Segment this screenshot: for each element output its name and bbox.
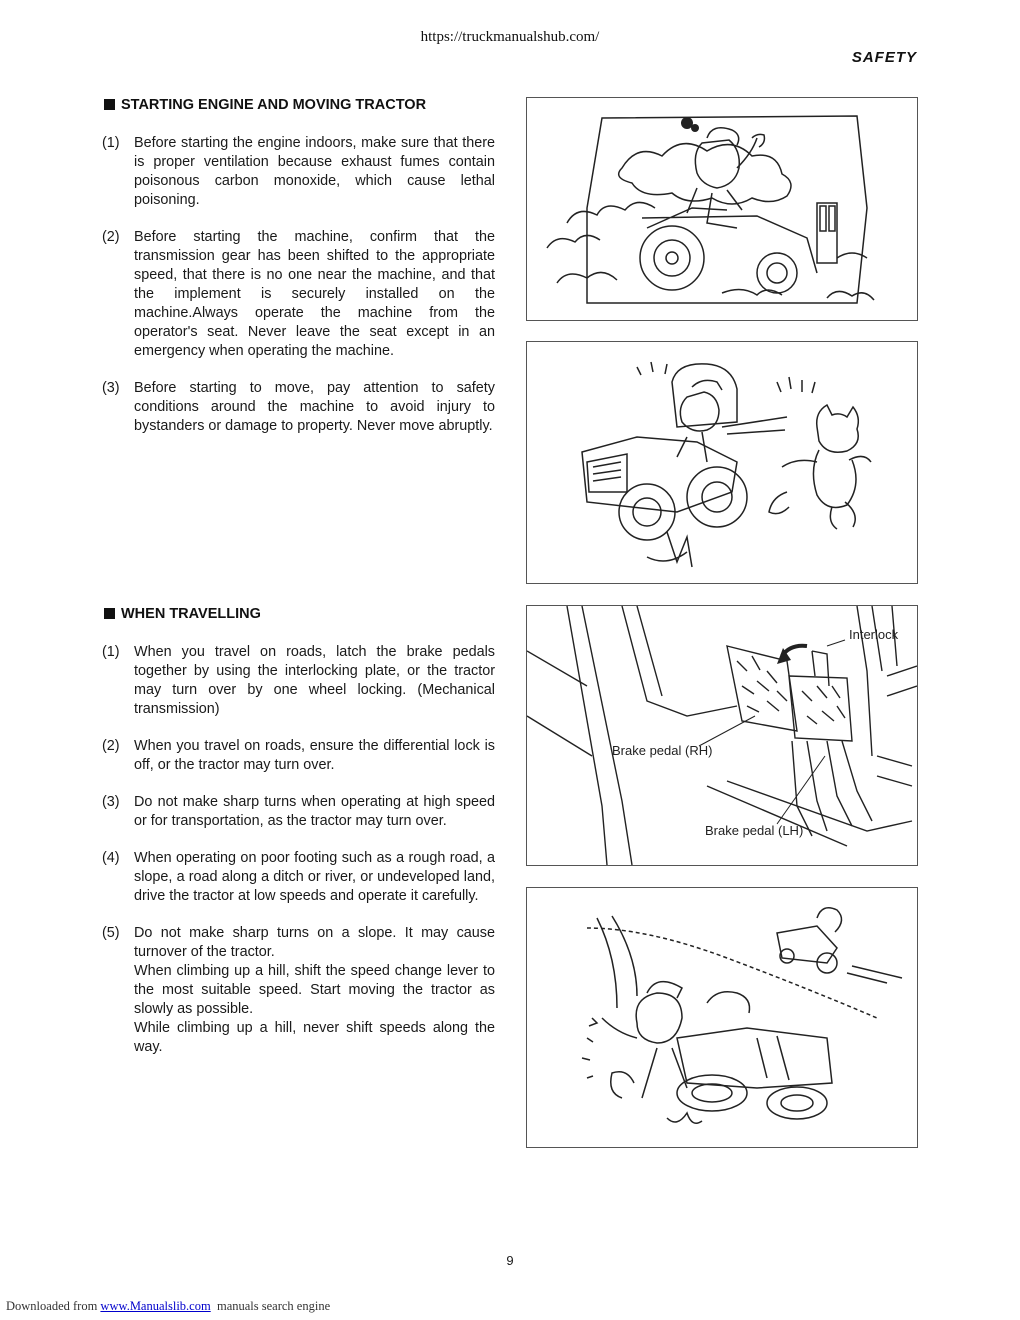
section-tag: SAFETY [851,49,917,66]
list-item: (1) When you travel on roads, latch the brake pedals together by using the interlocking plate, or the tractor may turn over by one wheel locking. (Mechanical transmission) [102,644,495,717]
brake-pedal-lh-label: Brake pedal (LH) [705,823,804,838]
list-item: (3) Do not make sharp turns when operating at high speed or for transportation, as the tractor may turn over. [102,794,495,829]
starting-list [102,134,495,454]
travelling-list [102,643,495,1075]
list-item: (4) When operating on poor footing such as a rough road, a slope, a road along a ditch or river, or undeveloped land, drive the tractor at low speeds and operate it carefully. [102,850,495,904]
manualslib-link[interactable]: www.Manualslib.com [100,1299,211,1313]
figure-brake-pedals [526,605,918,866]
list-item: (3) Before starting to move, pay attention to safety conditions around the machine to avoid injury to bystanders or damage to property. Never move abruptly. [102,380,495,434]
section-heading-starting: STARTING ENGINE AND MOVING TRACTOR [104,97,426,113]
figure-indoor-exhaust [526,97,918,321]
brake-pedal-rh-label: Brake pedal (RH) [612,743,713,758]
list-item: (1) Before starting the engine indoors, make sure that there is proper ventilation because exhaust fumes contain poisonous carbon monoxide, which cause lethal poisoning. [102,135,495,208]
brake-pedal-illustration [527,606,917,865]
list-item: (5) Do not make sharp turns on a slope. It may cause turnover of the tractor. When climbing up a hill, shift the speed change lever to the most suitable speed. Start moving the tractor as slowly as possible. While climbing up a hill, never shift speeds along the way. [102,925,495,1055]
interlock-label: Interlock [849,627,899,642]
download-footer: Downloaded from www.Manualslib.com manuals search engine [6,1299,331,1313]
page-number: 9 [506,1253,514,1268]
section-heading-travelling: WHEN TRAVELLING [104,606,261,622]
list-item: (2) Before starting the machine, confirm that the transmission gear has been shifted to the appropriate speed, that there is no one near the machine, and that the implement is securely installed on the machine.Always operate the machine from the operator's seat. Never leave the seat except in an emergency when operating the machine. [102,229,495,359]
bystander-cat-illustration [527,342,917,583]
square-bullet-icon [104,608,115,619]
figure-bystander-cat [526,341,918,584]
square-bullet-icon [104,99,115,110]
list-item: (2) When you travel on roads, ensure the differential lock is off, or the tractor may turn over. [102,738,495,773]
source-url: https://truckmanualshub.com/ [420,29,600,45]
figure-slope-turnover [526,887,918,1148]
indoor-exhaust-illustration [527,98,917,320]
slope-turnover-illustration [527,888,917,1147]
